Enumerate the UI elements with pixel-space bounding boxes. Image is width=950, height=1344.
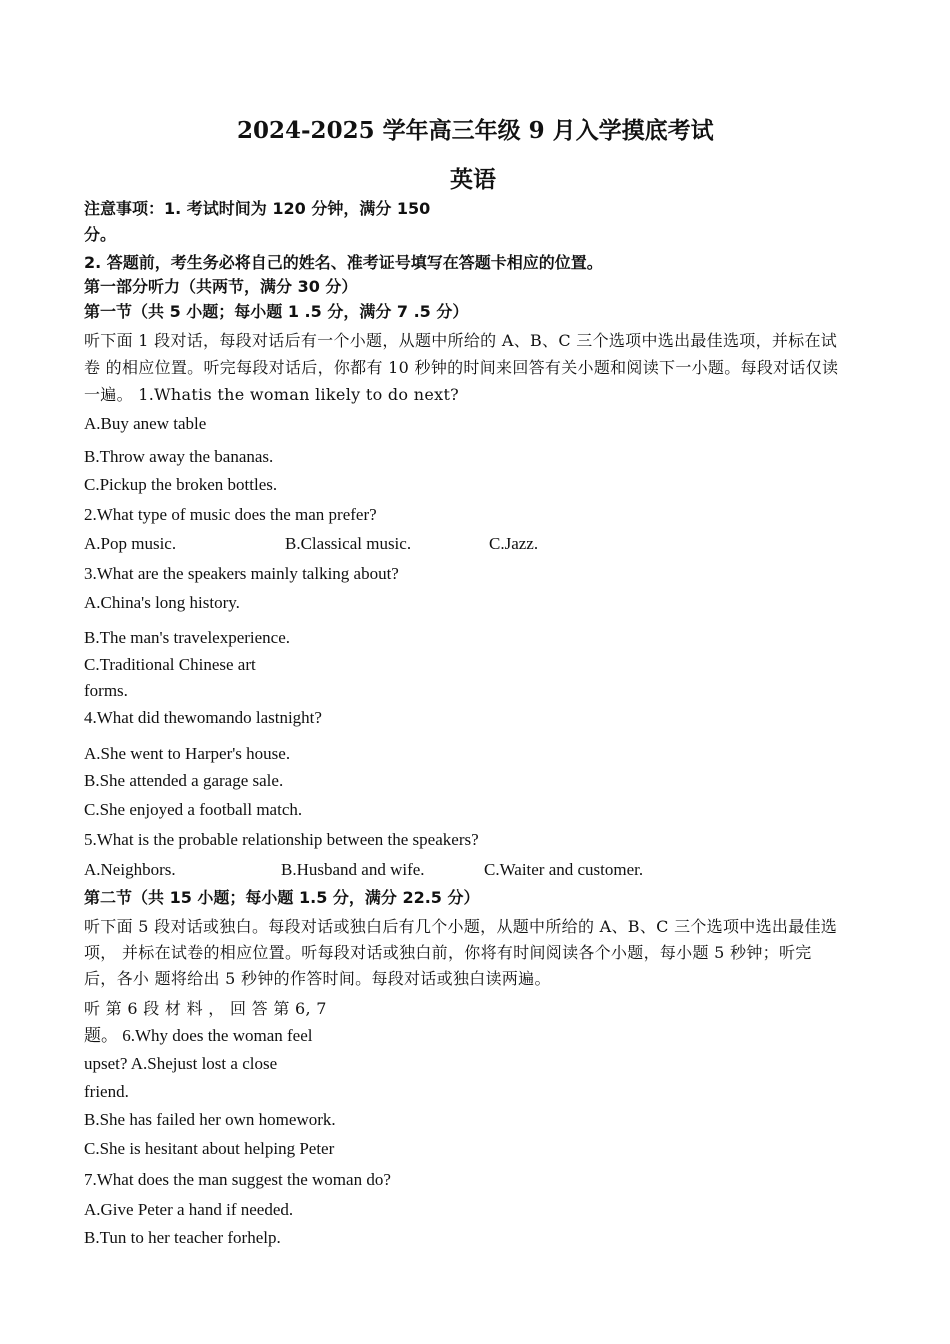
section2-instructions-1: 听下面 5 段对话或独白。每段对话或独白后有几个小题，从题中所给的 A、B、C 三个选项中选出最佳选 — [84, 917, 838, 936]
q1-option-b: B.Throw away the bananas. — [84, 447, 274, 466]
material-6-line-4: friend. — [84, 1082, 129, 1101]
q2-option-c: C.Jazz. — [489, 534, 539, 553]
q5-option-a: A.Neighbors. — [84, 860, 176, 879]
part1-heading: 第一部分听力（共两节，满分 30 分） — [84, 277, 358, 296]
q4-stem: 4.What did thewomando lastnight? — [84, 708, 322, 727]
q4-option-a: A.She went to Harper's house. — [84, 744, 291, 763]
material-6-line-1: 听 第 6 段 材 料 ， 回 答 第 6, 7 — [84, 999, 327, 1018]
q3-option-b: B.The man's travelexperience. — [84, 628, 291, 647]
q7-option-b: B.Tun to her teacher forhelp. — [84, 1228, 281, 1247]
q7-stem: 7.What does the man suggest the woman do? — [84, 1170, 391, 1189]
q3-option-c-cont: forms. — [84, 681, 128, 700]
q7-option-a: A.Give Peter a hand if needed. — [84, 1200, 294, 1219]
subject-title: 英语 — [450, 166, 496, 193]
notice-line-1b: 分。 — [84, 225, 117, 244]
material-6-line-2: 题。 6.Why does the woman feel — [84, 1026, 313, 1045]
q5-option-b: B.Husband and wife. — [281, 860, 425, 879]
q4-option-c: C.She enjoyed a football match. — [84, 800, 303, 819]
q6-option-b: B.She has failed her own homework. — [84, 1110, 336, 1129]
material-6-line-3: upset? A.Shejust lost a close — [84, 1054, 278, 1073]
q4-option-b: B.She attended a garage sale. — [84, 771, 284, 790]
section2-instructions-2: 项， 并标在试卷的相应位置。听每段对话或独白前，你将有时间阅读各个小题，每小题 5 秒钟；听完 — [84, 943, 812, 962]
section1-heading: 第一节（共 5 小题；每小题 1 .5 分，满分 7 .5 分） — [84, 302, 469, 321]
q2-option-b: B.Classical music. — [285, 534, 412, 553]
q5-option-c: C.Waiter and customer. — [484, 860, 644, 879]
q3-option-a: A.China's long history. — [84, 593, 240, 612]
q6-option-c: C.She is hesitant about helping Peter — [84, 1139, 335, 1158]
q3-stem: 3.What are the speakers mainly talking about? — [84, 564, 399, 583]
notice-line-2: 2. 答题前，考生务必将自己的姓名、准考证号填写在答题卡相应的位置。 — [84, 253, 603, 272]
notice-line-1: 注意事项：1. 考试时间为 120 分钟，满分 150 — [84, 199, 431, 218]
q1-option-a: A.Buy anew table — [84, 414, 207, 433]
section1-instructions-2: 卷 的相应位置。听完每段对话后，你都有 10 秒钟的时间来回答有关小题和阅读下一小题。每段对话仅读 — [84, 358, 839, 377]
section1-instructions-1: 听下面 1 段对话，每段对话后有一个小题，从题中所给的 A、B、C 三个选项中选出最佳选项，并标在试 — [84, 331, 838, 350]
q2-stem: 2.What type of music does the man prefer? — [84, 505, 377, 524]
q1-option-c: C.Pickup the broken bottles. — [84, 475, 278, 494]
q2-option-a: A.Pop music. — [84, 534, 177, 553]
section2-heading: 第二节（共 15 小题；每小题 1.5 分，满分 22.5 分） — [84, 888, 480, 907]
q3-option-c: C.Traditional Chinese art — [84, 655, 256, 674]
section2-instructions-3: 后，各小 题将给出 5 秒钟的作答时间。每段对话或独白读两遍。 — [84, 969, 551, 988]
section1-instructions-3: 一遍。 1.Whatis the woman likely to do next? — [84, 385, 460, 404]
q5-stem: 5.What is the probable relationship between the speakers? — [84, 830, 479, 849]
exam-title: 2024-2025 学年高三年级 9 月入学摸底考试 — [237, 117, 714, 144]
